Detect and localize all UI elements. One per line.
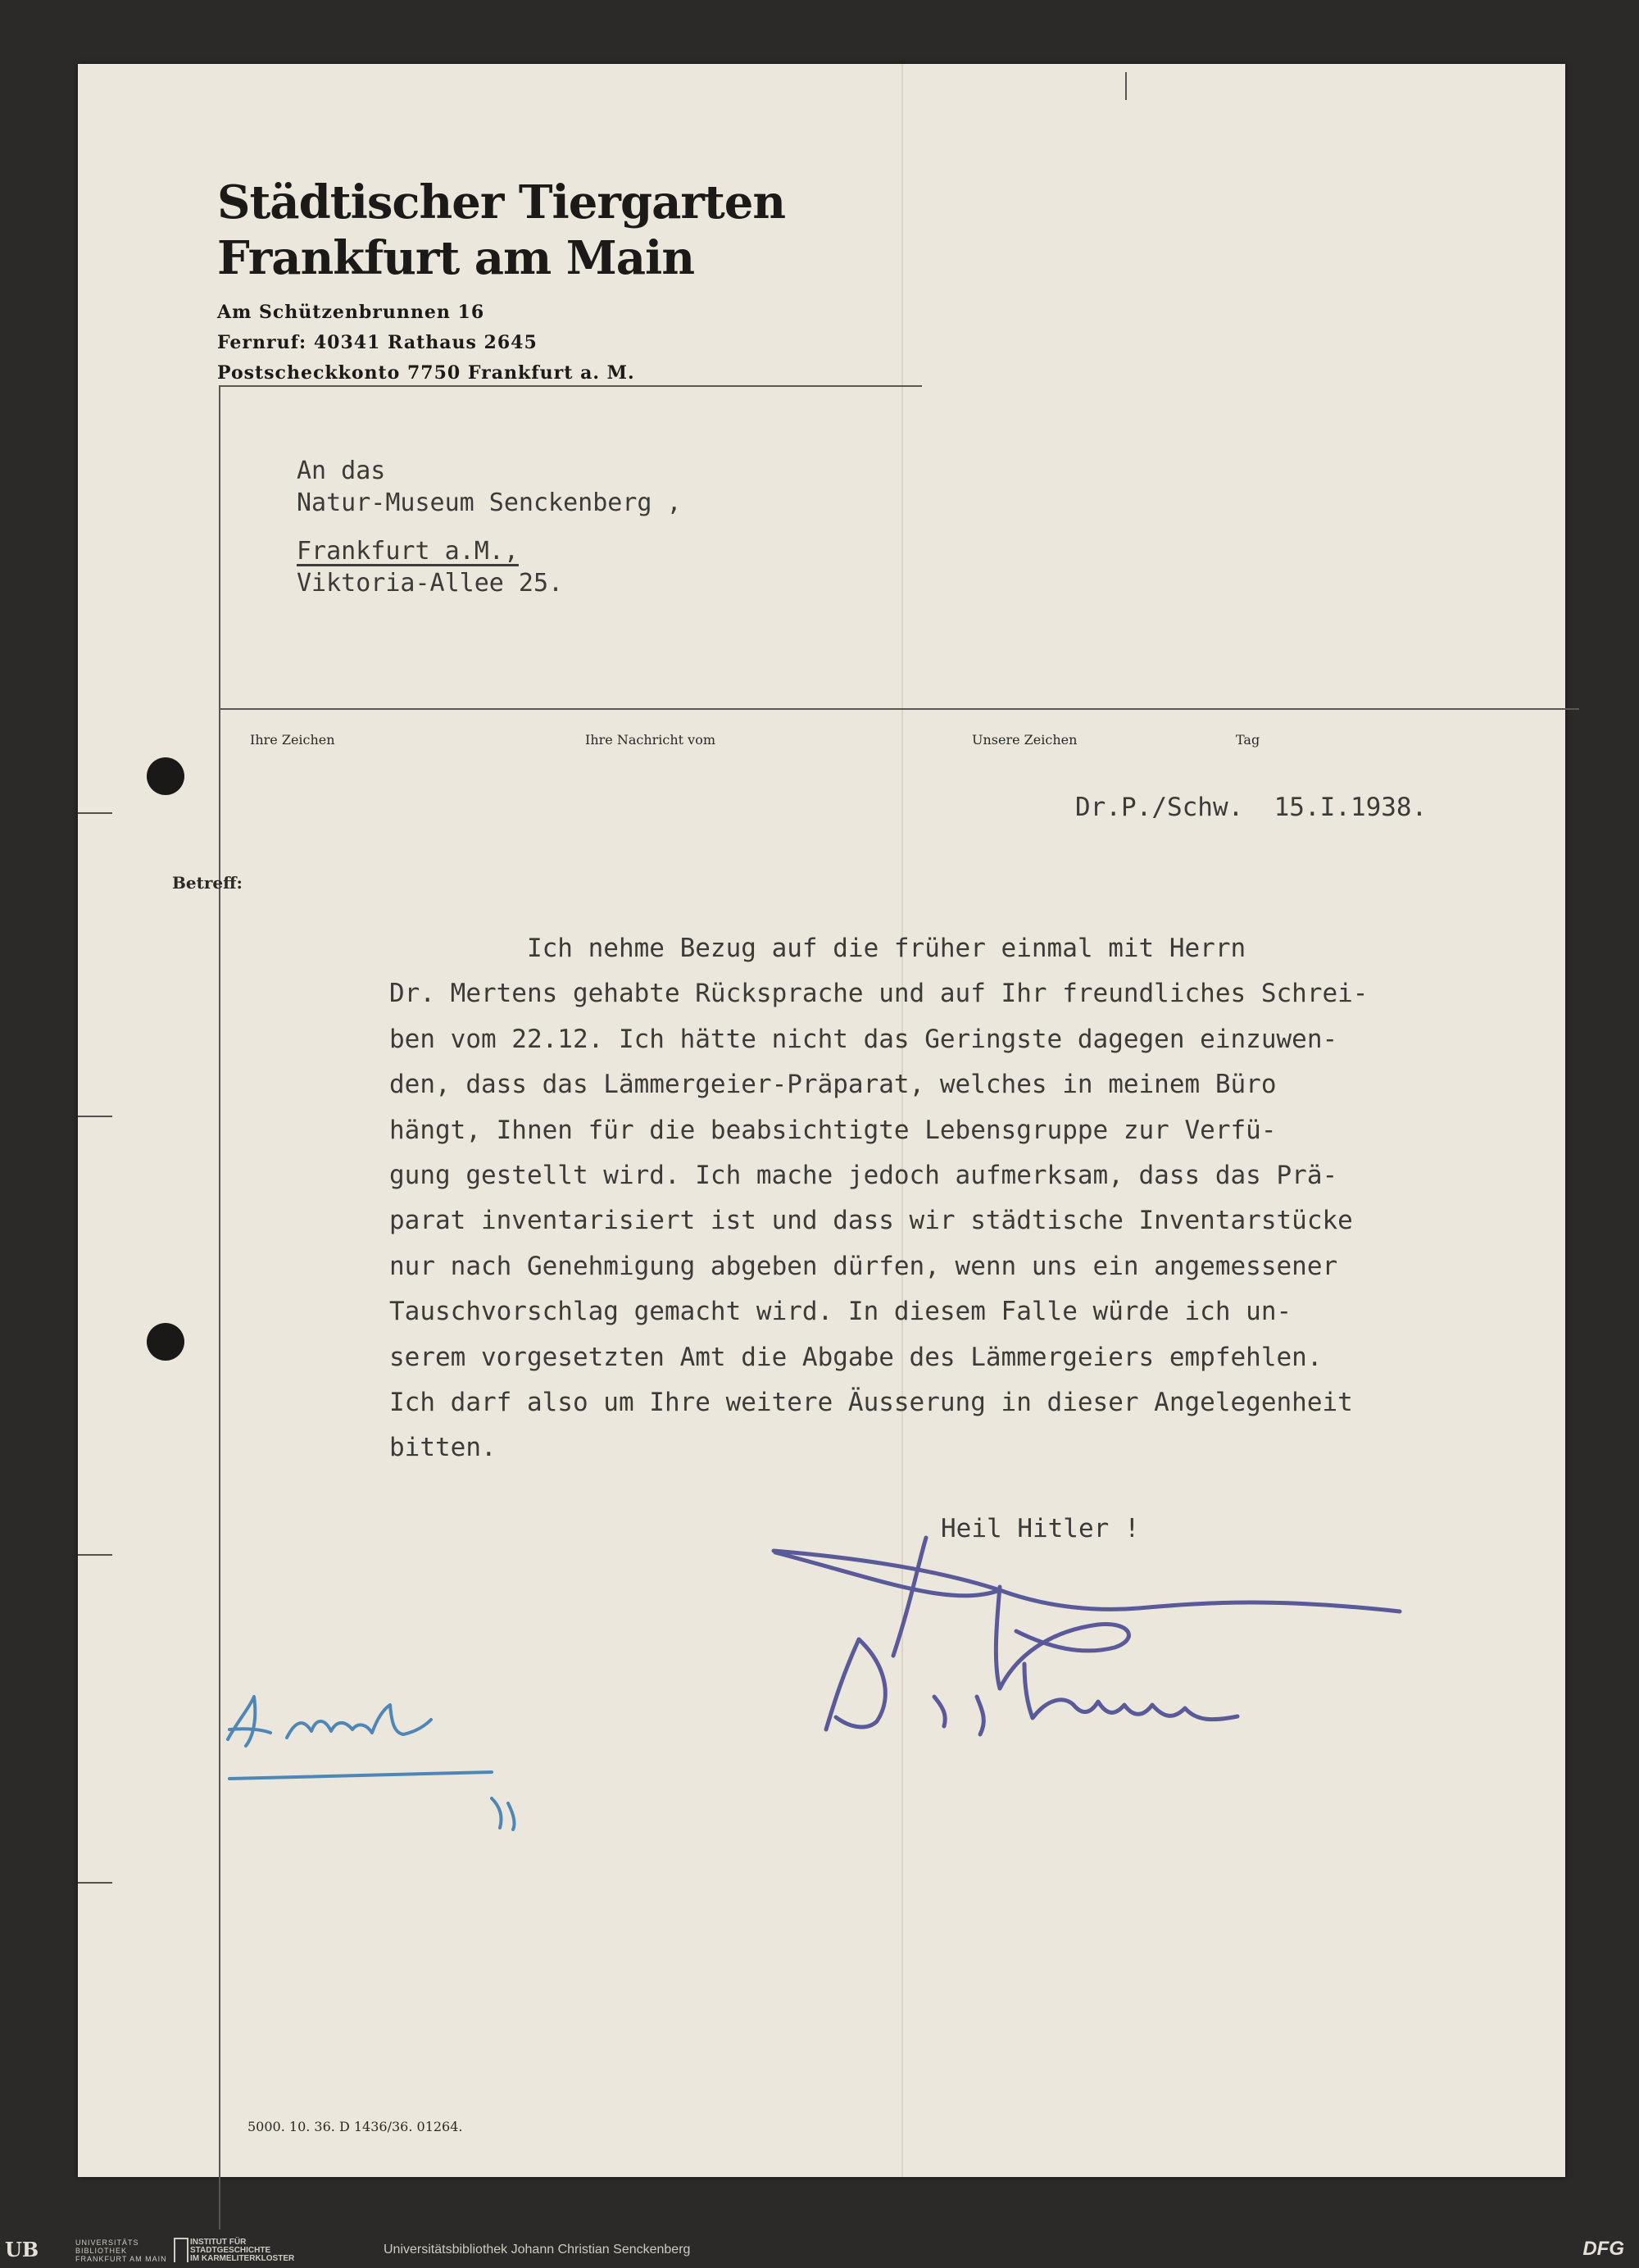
signature <box>754 1533 1418 1754</box>
ub-logo: UB <box>5 2238 39 2261</box>
label-ihre-zeichen: Ihre Zeichen <box>250 732 335 748</box>
body-line: den, dass das Lämmergeier-Präparat, welches in meinem Büro <box>389 1070 1277 1100</box>
body-line: hängt, Ihnen für die beabsichtigte Lebensgruppe zur Verfü- <box>389 1115 1277 1145</box>
print-code: 5000. 10. 36. D 1436/36. 01264. <box>247 2119 463 2134</box>
letterhead-name-line1: Städtischer Tiergarten <box>217 175 786 230</box>
ub-logo-text: UNIVERSITÄTS BIBLIOTHEK FRANKFURT AM MAIN <box>75 2238 167 2263</box>
margin-tick <box>78 1882 112 1884</box>
body-line: Dr. Mertens gehabte Rücksprache und auf Ihr freundliches Schrei- <box>389 979 1369 1009</box>
body-line: serem vorgesetzten Amt die Abgabe des Lämmergeiers empfehlen. <box>389 1342 1323 1372</box>
address-rule-top <box>219 385 922 387</box>
letterhead-postal-account: Postscheckkonto 7750 Frankfurt a. M. <box>217 362 635 384</box>
body-line: Ich nehme Bezug auf die früher einmal mit Herrn <box>389 934 1246 963</box>
margin-tick <box>78 1116 112 1117</box>
punch-mark <box>1125 72 1127 100</box>
dfg-logo: DFG <box>1582 2238 1624 2260</box>
letter-body <box>389 926 1368 1471</box>
margin-tick <box>78 1554 112 1556</box>
label-ihre-nachricht: Ihre Nachricht vom <box>585 732 716 748</box>
recipient-line2: Natur-Museum Senckenberg , <box>297 489 682 517</box>
institute-icon <box>174 2238 188 2262</box>
reference-and-date: Dr.P./Schw. 15.I.1938. <box>1075 793 1428 822</box>
body-line: nur nach Genehmigung abgeben dürfen, wenn uns ein angemessener <box>389 1251 1338 1281</box>
body-line: gung gestellt wird. Ich mache jedoch aufmerksam, dass das Prä- <box>389 1161 1338 1191</box>
archive-footer <box>0 2231 1639 2268</box>
body-line: Tauschvorschlag gemacht wird. In diesem Falle würde ich un- <box>389 1297 1292 1327</box>
institute-logo-text: INSTITUT FÜR STADTGESCHICHTE IM KARMELITERKLOSTER <box>190 2238 295 2263</box>
body-line: Ich darf also um Ihre weitere Äusserung in dieser Angelegenheit <box>389 1388 1353 1418</box>
letterhead-phone: Fernruf: 40341 Rathaus 2645 <box>217 332 538 353</box>
recipient-address <box>297 455 682 599</box>
margin-tick <box>78 812 112 814</box>
recipient-street: Viktoria-Allee 25. <box>297 569 564 598</box>
body-line: parat inventarisiert ist und dass wir städtische Inventarstücke <box>389 1206 1353 1236</box>
recipient-city: Frankfurt a.M., <box>297 537 519 566</box>
letterhead-street: Am Schützenbrunnen 16 <box>217 302 485 323</box>
subject-label: Betreff: <box>172 873 243 893</box>
recipient-line1: An das <box>297 457 386 485</box>
label-unsere-zeichen: Unsere Zeichen <box>972 732 1078 748</box>
punch-hole-bottom <box>147 1323 184 1361</box>
closing-salutation: Heil Hitler ! <box>941 1514 1140 1543</box>
label-tag: Tag <box>1236 732 1260 748</box>
letterhead-name-line2: Frankfurt am Main <box>217 231 695 285</box>
body-line: bitten. <box>389 1433 497 1463</box>
punch-hole-top <box>147 757 184 795</box>
letterhead <box>217 175 785 389</box>
field-rule <box>219 708 1579 710</box>
left-margin-rule <box>219 385 220 2229</box>
body-line: ben vom 22.12. Ich hätte nicht das Geringste dagegen einzuwen- <box>389 1024 1338 1054</box>
library-credit: Universitätsbibliothek Johann Christian Senckenberg <box>384 2243 691 2257</box>
handwritten-note <box>221 1672 565 1836</box>
